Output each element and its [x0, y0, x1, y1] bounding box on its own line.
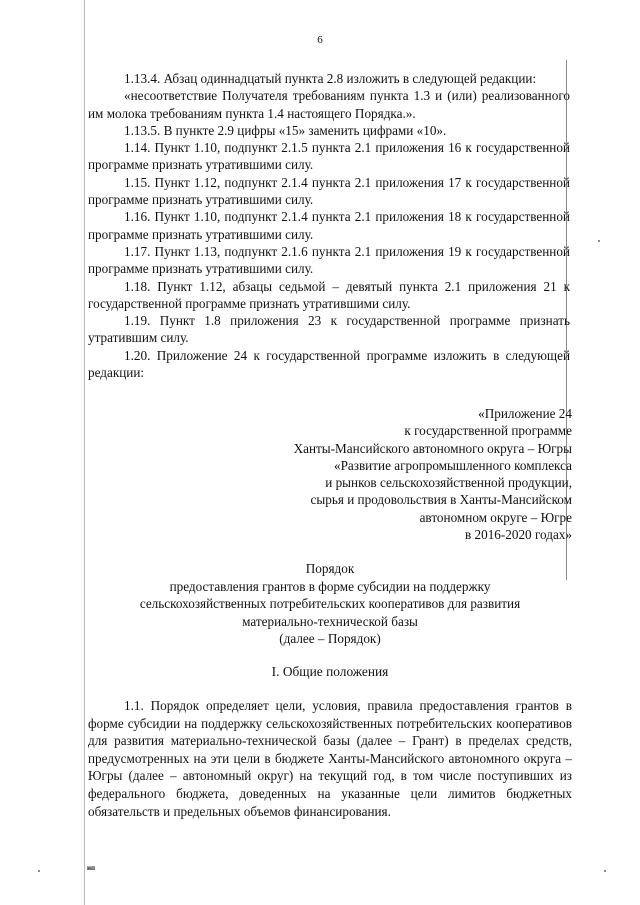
paragraph-quote: «несоответствие Получателя требованиям пункта 1.3 и (или) реализованного им молока требованиям пункта 1.4 настоящего Порядка.». — [88, 88, 570, 121]
section-body — [88, 697, 572, 820]
paragraph-1-15: 1.15. Пункт 1.12, подпункт 2.1.4 пункта 2.1 приложения 17 к государственной программе признать утратившими силу. — [88, 174, 570, 208]
appendix-line: «Приложение 24 — [478, 406, 572, 421]
scan-speck — [38, 870, 40, 872]
page-number: 6 — [317, 34, 323, 46]
section-heading: I. Общие положения — [271, 664, 389, 679]
appendix-heading — [200, 405, 572, 543]
paragraph-1-17: 1.17. Пункт 1.13, подпункт 2.1.6 пункта 2.1 приложения 19 к государственной программе признать утратившими силу. — [88, 243, 570, 277]
paragraph-1-14: 1.14. Пункт 1.10, подпункт 2.1.5 пункта 2.1 приложения 16 к государственной программе признать утратившими силу. — [88, 140, 570, 173]
paragraph-1-1: 1.1. Порядок определяет цели, условия, правила предоставления грантов в форме субсидии на поддержку сельскохозяйственных потребительских кооперативов для развития материально-технической базы (далее – Грант) в пределах средств, предусмотренных на эти цели в бюджете Ханты-Мансийского автономного округа – Югры (далее – автономный округ) на текущий год, в том числе поступивших из федерального бюджета, доведенных на указанные цели лимитов бюджетных обязательств и предельных объемов финансирования. — [88, 698, 572, 819]
paragraph-1-18: 1.18. Пункт 1.12, абзацы седьмой – девятый пункта 2.1 приложения 21 к государственной программе признать утратившими силу. — [88, 278, 570, 311]
appendix-line: «Развитие агропромышленного комплекса — [333, 457, 572, 473]
paragraph-1-16: 1.16. Пункт 1.10, подпункт 2.1.4 пункта 2.1 приложения 18 к государственной программе признать утратившими силу. — [88, 209, 570, 242]
paragraph-1-20: 1.20. Приложение 24 к государственной программе изложить в следующей редакции: — [88, 347, 570, 381]
scan-speck — [598, 240, 600, 242]
appendix-line: и рынков сельскохозяйственной продукции, — [325, 475, 572, 491]
appendix-line: Ханты-Мансийского автономного округа – Югры — [293, 440, 572, 456]
title-line: Порядок — [305, 561, 355, 576]
appendix-line: автономном округе – Югре — [419, 509, 572, 525]
amendments-list — [88, 70, 570, 381]
paragraph-1-13-4: 1.13.4. Абзац одиннадцатый пункта 2.8 изложить в следующей редакции: — [124, 71, 537, 86]
title-line: сельскохозяйственных потребительских кооперативов для развития — [139, 596, 521, 612]
appendix-line: сырья и продовольствия в Ханты-Мансийском — [310, 492, 572, 508]
footer-initials: ип — [87, 864, 96, 872]
title-line: (далее – Порядок) — [279, 631, 381, 647]
appendix-line: к государственной программе — [404, 423, 572, 439]
scan-edge-line-left — [84, 0, 85, 905]
scan-speck — [604, 870, 606, 872]
document-title — [100, 560, 560, 648]
title-line: материально-технической базы — [242, 613, 418, 629]
appendix-line: в 2016-2020 годах» — [464, 527, 572, 543]
paragraph-1-13-5: 1.13.5. В пункте 2.9 цифры «15» заменить цифрами «10». — [124, 122, 447, 138]
title-line: предоставления грантов в форме субсидии на поддержку — [169, 578, 491, 594]
paragraph-1-19: 1.19. Пункт 1.8 приложения 23 к государственной программе признать утратившим силу. — [88, 313, 570, 346]
